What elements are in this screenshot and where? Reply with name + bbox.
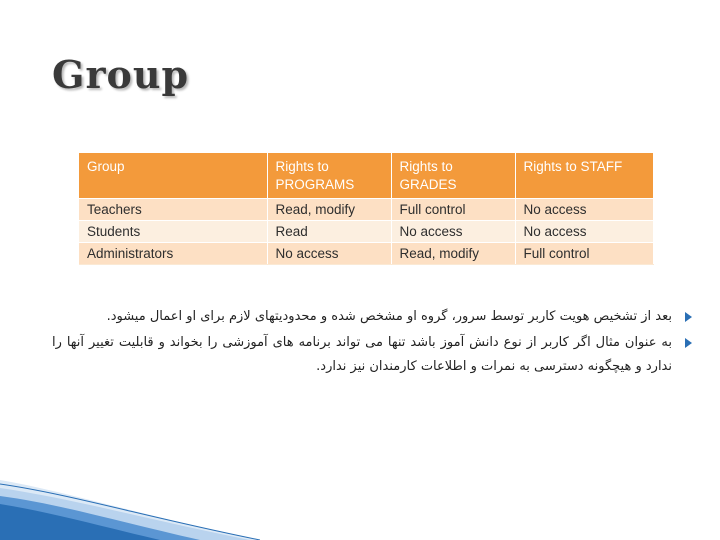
header-staff: Rights to STAFF [515,153,654,199]
table-cell: Full control [391,199,515,221]
bullet-text: بعد از تشخیص هویت کاربر توسط سرور، گروه او مشخص شده و محدودیتهای لازم برای او اعمال میشود. [106,309,672,324]
bullet-item [52,305,692,329]
bullet-arrow-icon [685,338,692,348]
bullet-list [52,305,692,381]
table-cell: No access [391,221,515,243]
rights-table-container [79,153,654,265]
rights-table [79,153,654,264]
table-cell: Administrators [79,243,267,265]
table-cell: No access [267,243,391,265]
header-group: Group [79,153,267,199]
slide-title: Group [52,52,190,97]
header-grades [391,153,515,199]
table-header-row [79,153,654,199]
table-row [79,199,654,221]
table-cell: Read, modify [267,199,391,221]
table-cell: No access [515,199,654,221]
table-cell: Teachers [79,199,267,221]
table-row [79,243,654,265]
header-programs [267,153,391,199]
bullet-arrow-icon [685,312,692,322]
header-programs-text: Rights to PROGRAMS [275,159,355,192]
header-grades-text: Rights to GRADES [399,159,457,192]
table-row [79,221,654,243]
table-cell: Full control [515,243,654,265]
table-cell: Read [267,221,391,243]
table-cell: Students [79,221,267,243]
decorative-wave-graphic [0,460,260,540]
table-cell: Read, modify [391,243,515,265]
bullet-item [52,331,692,379]
table-cell: No access [515,221,654,243]
bullet-text: به عنوان مثال اگر کاربر از نوع دانش آموز باشد تنها می تواند برنامه های آموزشی را بخواند و قابلیت تغییر آنها را ندارد و هیچگونه دسترسی به نمرات و اطلاعات کارمندان نیز ندارد. [52,335,672,374]
